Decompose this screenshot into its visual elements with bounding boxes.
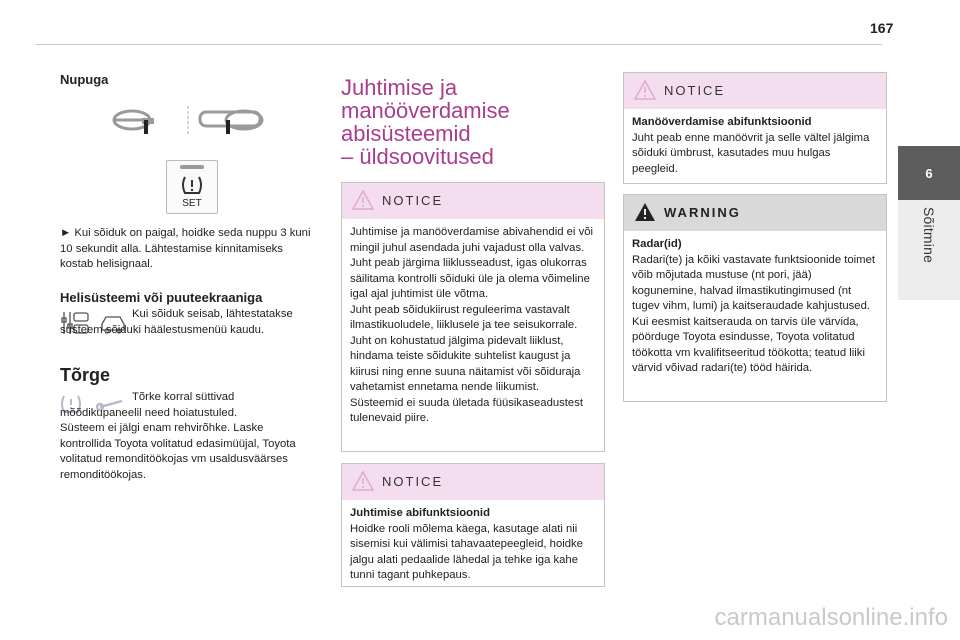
audio-text: Kui sõiduk seisab, lähtestatakse süsteem sõiduki häälestusmenüü kaudu. <box>60 308 293 336</box>
warning-text-2: Kui eesmist kaitserauda on tarvis üle värvida, pöörduge Toyota esindusse, Toyota volitatud töökotta vm kvalifitseeritud töökotta; teatud liiki värvid võivad radari(te) tööd häirida. <box>632 315 865 374</box>
left-column <box>60 72 312 87</box>
chapter-number-tab[interactable]: 6 <box>898 146 960 200</box>
section-title-line-2: manööverdamise <box>341 98 510 123</box>
section-title-line-1: Juhtimise ja <box>341 75 458 100</box>
notice-box-2 <box>341 463 605 587</box>
chapter-title-text: Sõitmine <box>921 207 937 264</box>
caution-triangle-icon <box>634 80 656 100</box>
caution-triangle-icon <box>352 471 374 491</box>
section-title <box>341 76 603 168</box>
header-divider <box>36 44 882 45</box>
notice-3-text: Juht peab enne manöövrit ja selle vältel jälgima sõiduki ümbrust, kasutades muu hulgas peegleid. <box>632 131 870 175</box>
notice-header <box>624 73 886 109</box>
notice-2-heading: Juhtimise abifunktsioonid <box>350 507 490 519</box>
section-title-line-3: abisüsteemid <box>341 121 471 146</box>
steering-wheel-left-icon <box>114 111 154 134</box>
notice-1-text-5: Süsteemid ei suuda ületada füüsikaseadustest tulenevaid piire. <box>350 396 583 424</box>
steering-wheel-right-icon <box>200 111 262 134</box>
heading-fault: Tõrge <box>60 365 111 385</box>
notice-box-3 <box>623 72 887 184</box>
section-title-line-4: – üldsoovitused <box>341 144 494 169</box>
set-label: SET <box>182 198 202 209</box>
notice-1-text-2: Juht peab järgima liiklusseadust, igas olukorras säilitama kontrolli sõiduki üle ja olema võimeline igal ajal juhtimist üle võtma. <box>350 257 590 300</box>
heading-button: Nupuga <box>60 72 109 87</box>
steering-wheel-illustration <box>108 104 268 138</box>
notice-1-text: Juhtimise ja manööverdamise abivahendid ei või mingil juhul asendada juhi vajadust olla valvas. <box>350 226 594 254</box>
notice-1-text-4: Juht on kohustatud jälgima pidevalt liiklust, hindama teiste sõidukite suhtelist kaugust ja kiirusi ning enne suuna näitamist või sõiduraja vahetamist ennetama nende liikumist. <box>350 334 581 393</box>
watermark-text: carmanualsonline.info <box>714 604 948 631</box>
warning-header <box>624 195 886 231</box>
chapter-title <box>900 205 958 295</box>
warning-heading: Radar(id) <box>632 238 682 250</box>
caution-triangle-icon <box>352 190 374 210</box>
notice-label: NOTICE <box>382 193 444 208</box>
page-number: 167 <box>870 20 894 36</box>
notice-box-1 <box>341 182 605 452</box>
tire-pressure-warning-icon <box>180 174 204 196</box>
button-steps-text: ► Kui sõiduk on paigal, hoidke seda nuppu 3 kuni 10 sekundit alla. Lähtestamise kinnitamiseks kostab helisignaal. <box>60 227 311 270</box>
set-button-icon <box>166 160 218 214</box>
warning-text: Radari(te) ja kõiki vastavate funktsioonide toimet võib mõjutada mustuse (nt pori, jää) kogunemine, halvad ilmastikutingimused (nt tugev vihm, lumi) ja kaitseraudade kahjustused. <box>632 253 875 312</box>
warning-box <box>623 194 887 402</box>
notice-header <box>342 464 604 500</box>
fault-text: Tõrke korral süttivad mõõdikupaneelil need hoiatustuled. <box>60 391 238 419</box>
button-top-bar <box>180 165 204 169</box>
notice-1-text-3: Juht peab sõidukiirust reguleerima vastavalt ilmastikuoludele, liiklusele ja tee seisukorrale. <box>350 303 578 331</box>
warning-triangle-icon <box>634 202 656 222</box>
warning-label: WARNING <box>664 205 741 220</box>
notice-label: NOTICE <box>664 83 726 98</box>
notice-label: NOTICE <box>382 474 444 489</box>
heading-audio: Helisüsteemi või puuteekraaniga <box>60 289 263 305</box>
notice-3-heading: Manööverdamise abifunktsioonid <box>632 116 812 128</box>
fault-text-2: Süsteem ei jälgi enam rehvirõhke. Laske kontrollida Toyota volitatud edasimüüjal, Toyota volitatud remonditöökojas vm usaldusväärses remonditöökojas. <box>60 422 296 481</box>
notice-header <box>342 183 604 219</box>
notice-2-text: Hoidke rooli mõlema käega, kasutage alati nii sisemisi kui välimisi tahavaatepeegleid, hoidke jalgu alati pedaalide lähedal ja tehke iga kahe tunni tagant puhkepaus. <box>350 522 583 581</box>
